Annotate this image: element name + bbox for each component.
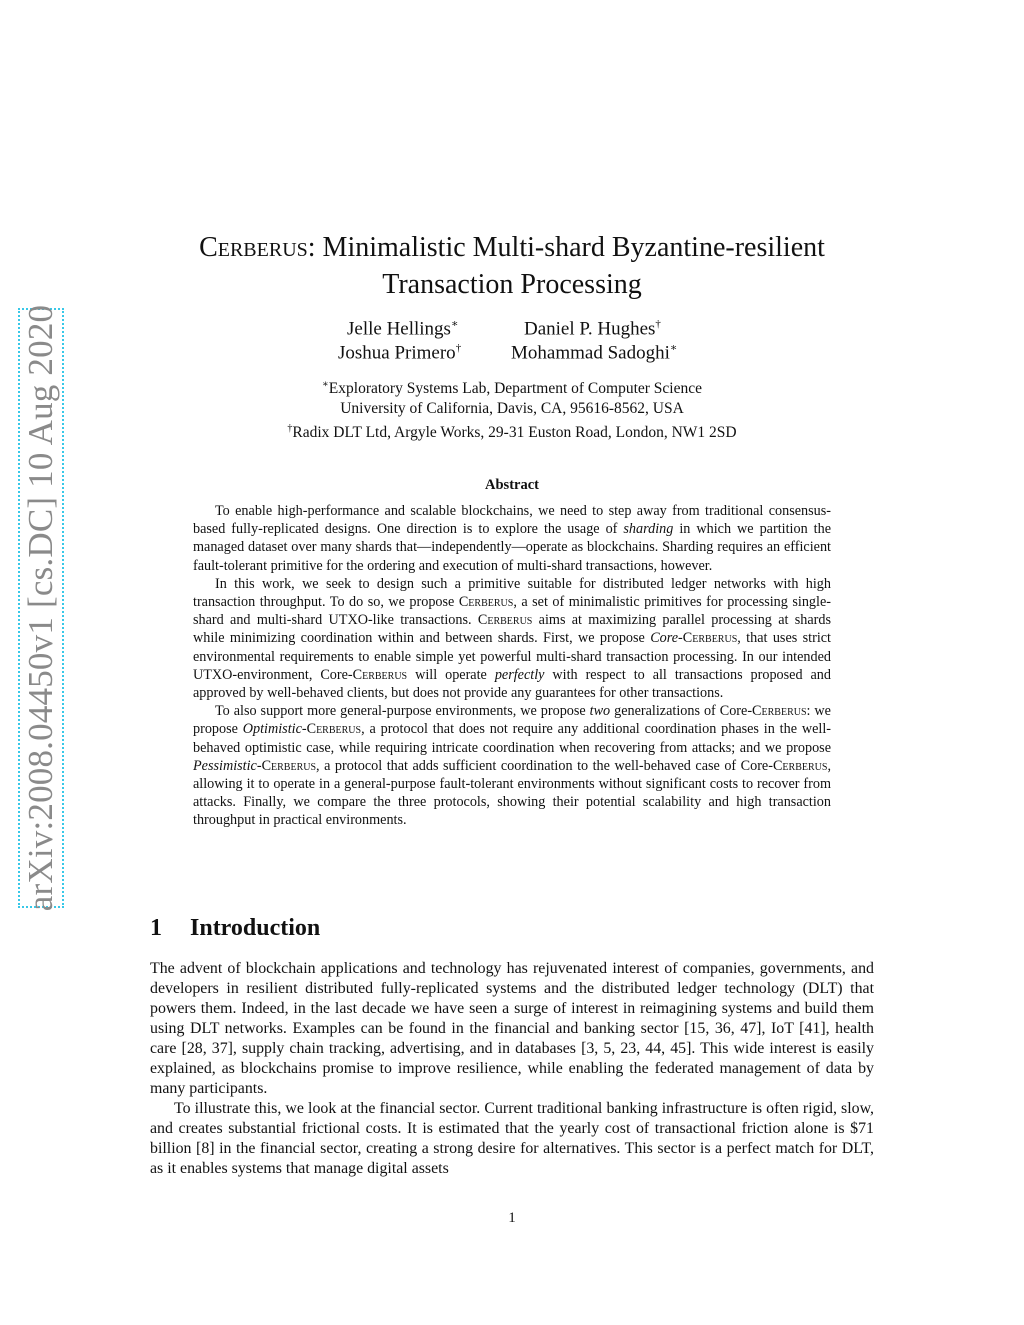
arxiv-identifier: arXiv:2008.04450v1 [cs.DC] 10 Aug 2020 [21, 304, 60, 912]
abstract-paragraph: To also support more general-purpose environments, we propose two generalizations of Core-Cerberus: we propose Optimistic-Cerberus, a protocol that does not require any additional coordination phases in the well-behaved optimistic case, while requiring intricate coordination when recovering from attacks; and we propose Pessimistic-Cerberus, a protocol that adds sufficient coordination to the well-behaved case of Core-Cerberus, allowing it to operate in a general-purpose fault-tolerant environments without significant costs to recover from attacks. Finally, we compare the three protocols, showing their potential scalability and high transaction throughput in practical environments. [193, 703, 831, 829]
author-name: Joshua Primero† [338, 342, 462, 364]
abstract-paragraph: To enable high-performance and scalable blockchains, we need to step away from traditional consensus-based fully-replicated designs. One direction is to explore the usage of sharding in which we partition the managed dataset over many shards that—independently—operate as blockchains. Sharding requires an efficient fault-tolerant primitive for the ordering and execution of multi-shard transactions, however. [193, 503, 831, 574]
affiliation-line: †Radix DLT Ltd, Argyle Works, 29-31 Euston Road, London, NW1 2SD [287, 423, 737, 442]
introduction-body [150, 959, 874, 1179]
body-paragraph: To illustrate this, we look at the financial sector. Current traditional banking infrastructure is often rigid, slow, and creates substantial frictional costs. It is estimated that the yearly cost of transactional friction alone is $71 billion [8] in the financial sector, creating a strong desire for alternatives. This sector is a perfect match for DLT, as it enables systems that manage digital assets [150, 1100, 874, 1177]
paper-title [150, 229, 874, 303]
affiliation-line: University of California, Davis, CA, 95616-8562, USA [340, 400, 684, 418]
arxiv-stamp [18, 304, 64, 912]
section-title: Introduction [190, 915, 321, 941]
author-name: Daniel P. Hughes† [524, 318, 661, 340]
abstract-heading: Abstract [485, 477, 539, 493]
abstract-paragraph: In this work, we seek to design such a primitive suitable for distributed ledger networks with high transaction throughput. To do so, we propose Cerberus, a set of minimalistic primitives for processing single-shard and multi-shard UTXO-like transactions. Cerberus aims at maximizing parallel processing at shards while minimizing coordination within and between shards. First, we propose Core-Cerberus, that uses strict environmental requirements to enable simple yet powerful multi-shard transaction processing. In our intended UTXO-environment, Core-Cerberus will operate perfectly with respect to all transactions proposed and approved by well-behaved clients, but does not provide any guarantees for other transactions. [193, 575, 832, 702]
page-number: 1 [508, 1210, 516, 1226]
body-paragraph: The advent of blockchain applications and technology has rejuvenated interest of companies, governments, and developers in resilient distributed fully-replicated systems and the distributed ledger technology (DLT) that powers them. Indeed, in the last decade we have seen a surge of interest in reimagining systems and build them using DLT networks. Examples can be found in the financial and banking sector [15, 36, 47], IoT [41], health care [28, 37], supply chain tracking, advertising, and in databases [3, 5, 23, 44, 45]. This wide interest is easily explained, as blockchains promise to improve resilience, while enabling the federated management of data by many participants. [150, 960, 874, 1097]
author-name: Mohammad Sadoghi∗ [511, 342, 678, 364]
section-number: 1 [150, 915, 162, 941]
author-name: Jelle Hellings∗ [347, 318, 459, 340]
title-line2: Transaction Processing [382, 268, 642, 300]
title-line1-rest: : Minimalistic Multi-shard Byzantine-resilient [307, 231, 825, 263]
section-heading [150, 915, 320, 942]
affiliation-line: ∗Exploratory Systems Lab, Department of Computer Science [322, 379, 702, 398]
title-system-name: Cerberus [199, 231, 308, 263]
affiliations [150, 375, 874, 443]
abstract-body [193, 502, 831, 830]
